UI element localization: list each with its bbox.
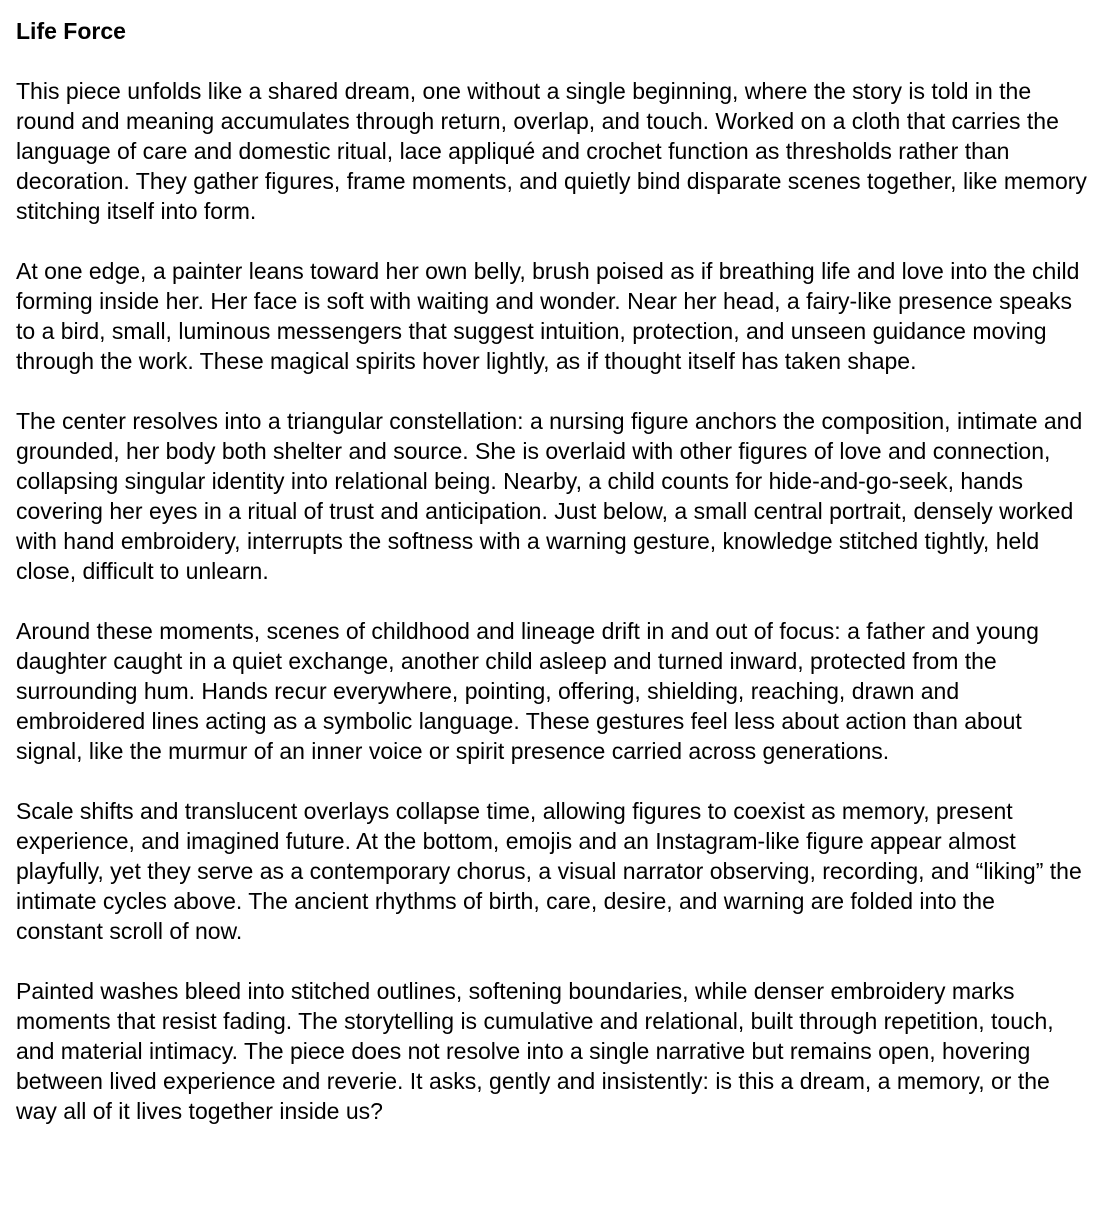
paragraph: Scale shifts and translucent overlays collapse time, allowing figures to coexist as memory, present experience, and imagined future. At the bottom, emojis and an Instagram-like figure appear almost playfully, yet they serve as a contemporary chorus, a visual narrator observing, recording, and “liking” the intimate cycles above. The ancient rhythms of birth, care, desire, and warning are folded into the constant scroll of now. (16, 798, 1082, 944)
document (16, 16, 1088, 1126)
paragraph: This piece unfolds like a shared dream, one without a single beginning, where the story is told in the round and meaning accumulates through return, overlap, and touch. Worked on a cloth that carries the language of care and domestic ritual, lace appliqué and crochet function as thresholds rather than decoration. They gather figures, frame moments, and quietly bind disparate scenes together, like memory stitching itself into form. (16, 78, 1087, 224)
paragraph: Around these moments, scenes of childhood and lineage drift in and out of focus: a father and young daughter caught in a quiet exchange, another child asleep and turned inward, protected from the surrounding hum. Hands recur everywhere, pointing, offering, shielding, reaching, drawn and embroidered lines acting as a symbolic language. These gestures feel less about action than about signal, like the murmur of an inner voice or spirit presence carried across generations. (16, 618, 1039, 764)
paragraph: At one edge, a painter leans toward her own belly, brush poised as if breathing life and love into the child forming inside her. Her face is soft with waiting and wonder. Near her head, a fairy-like presence speaks to a bird, small, luminous messengers that suggest intuition, protection, and unseen guidance moving through the work. These magical spirits hover lightly, as if thought itself has taken shape. (16, 258, 1080, 374)
paragraph: The center resolves into a triangular constellation: a nursing figure anchors the composition, intimate and grounded, her body both shelter and source. She is overlaid with other figures of love and connection, collapsing singular identity into relational being. Nearby, a child counts for hide-and-go-seek, hands covering her eyes in a ritual of trust and anticipation. Just below, a small central portrait, densely worked with hand embroidery, interrupts the softness with a warning gesture, knowledge stitched tightly, held close, difficult to unlearn. (16, 408, 1083, 584)
paragraph: Painted washes bleed into stitched outlines, softening boundaries, while denser embroidery marks moments that resist fading. The storytelling is cumulative and relational, built through repetition, touch, and material intimacy. The piece does not resolve into a single narrative but remains open, hovering between lived experience and reverie. It asks, gently and insistently: is this a dream, a memory, or the way all of it lives together inside us? (16, 978, 1054, 1124)
document-title: Life Force (16, 18, 126, 44)
